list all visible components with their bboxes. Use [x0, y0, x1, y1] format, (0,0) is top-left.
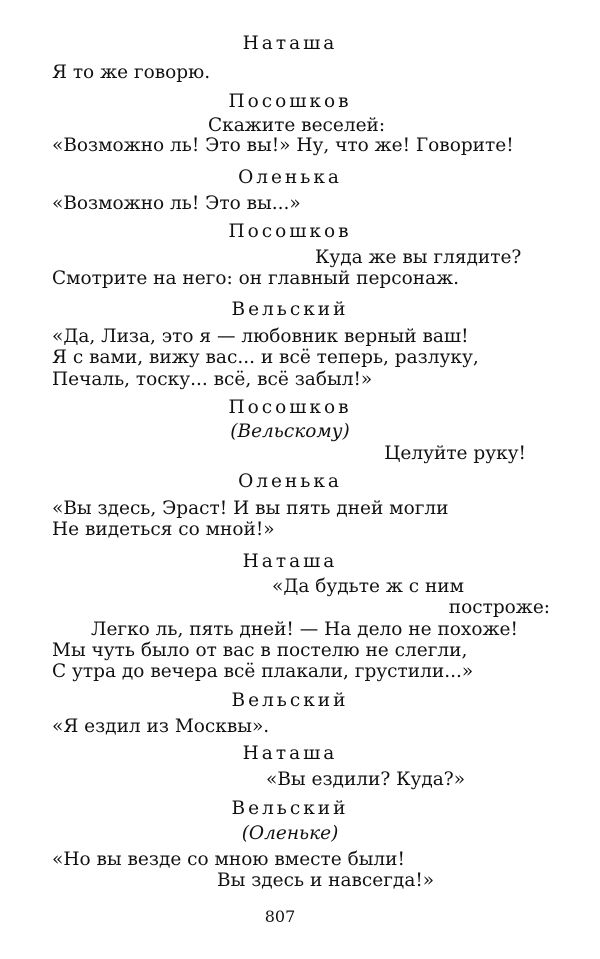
verse-line: «Но вы везде со мною вместе были!: [52, 849, 405, 870]
verse-line: Печаль, тоску... всё, всё забыл!»: [52, 369, 373, 390]
verse-line: «Возможно ль! Это вы!» Ну, что же! Говорите!: [52, 135, 514, 156]
page-number: 807: [264, 907, 296, 926]
speaker-name: Наташа: [242, 551, 338, 572]
verse-line: Вы здесь и навсегда!»: [217, 870, 435, 891]
speaker-name: Вельский: [231, 690, 349, 711]
speaker-name: Посошков: [228, 397, 352, 418]
verse-line: «Возможно ль! Это вы...»: [52, 193, 301, 214]
stage-direction: (Оленьке): [241, 823, 339, 844]
verse-line: Не видеться со мной!»: [52, 519, 275, 540]
speaker-name: Оленька: [238, 167, 342, 188]
verse-line: С утра до вечера всё плакали, грустили...»: [52, 661, 474, 682]
speaker-name: Оленька: [238, 471, 342, 492]
verse-line: «Вы здесь, Эраст! И вы пять дней могли: [52, 498, 449, 519]
verse-line: Скажите веселей:: [208, 115, 386, 136]
speaker-name: Посошков: [228, 91, 352, 112]
verse-line: Куда же вы глядите?: [315, 247, 522, 268]
stage-direction: (Вельскому): [230, 421, 350, 442]
verse-line: Смотрите на него: он главный персонаж.: [52, 268, 459, 289]
verse-line: «Да будьте ж с ним: [272, 576, 465, 597]
verse-line: «Я ездил из Москвы».: [52, 716, 270, 737]
verse-line: Мы чуть было от вас в постелю не слегли,: [52, 640, 468, 661]
verse-line: «Вы ездили? Куда?»: [266, 769, 466, 790]
speaker-name: Наташа: [242, 33, 338, 54]
verse-line: Легко ль, пять дней! — На дело не похоже!: [91, 619, 518, 640]
speaker-name: Посошков: [228, 221, 352, 242]
speaker-name: Наташа: [242, 743, 338, 764]
verse-line: Целуйте руку!: [384, 443, 526, 464]
verse-line: Я то же говорю.: [52, 62, 211, 83]
speaker-name: Вельский: [231, 798, 349, 819]
verse-line: «Да, Лиза, это я — любовник верный ваш!: [52, 326, 469, 347]
verse-line: построже:: [448, 597, 550, 618]
speaker-name: Вельский: [231, 299, 349, 320]
verse-line: Я с вами, вижу вас... и всё теперь, разлуку,: [52, 347, 479, 368]
